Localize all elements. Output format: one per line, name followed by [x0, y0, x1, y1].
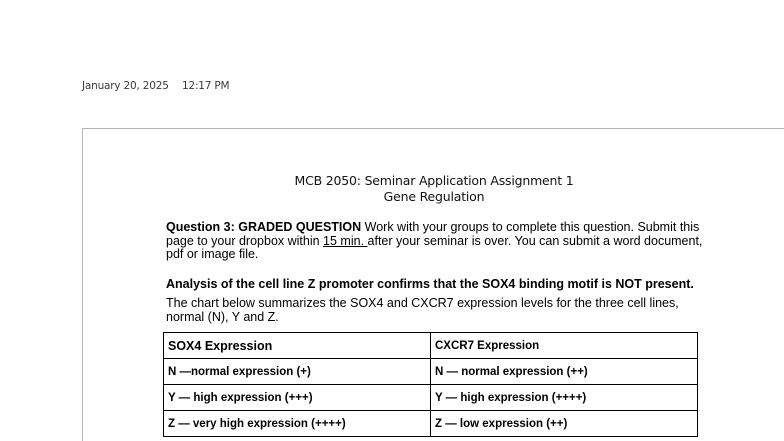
table-header-sox4: SOX4 Expression — [164, 333, 431, 359]
table-header-cxcr7: CXCR7 Expression — [431, 333, 698, 359]
question-label: Question 3: GRADED QUESTION — [166, 220, 362, 234]
expression-table — [163, 332, 698, 437]
question-deadline: 15 min. — [323, 233, 368, 248]
table-header-row — [164, 333, 698, 359]
question-text-2: after your seminar is over. You can submit a word document, pdf or image file. — [166, 233, 703, 261]
table-row — [164, 359, 698, 385]
table-cell: Y — high expression (++++) — [431, 385, 698, 411]
table-cell: Y — high expression (+++) — [164, 385, 431, 411]
document-subtitle: Gene Regulation — [383, 189, 485, 204]
question-paragraph — [166, 221, 706, 262]
table-cell: N — normal expression (++) — [431, 359, 698, 385]
chart-intro-text: The chart below summarizes the SOX4 and CXCR7 expression levels for the three cell lines, normal (N), Y and Z. — [166, 296, 679, 324]
table-row — [164, 385, 698, 411]
table-cell: N —normal expression (+) — [164, 359, 431, 385]
embedded-document-page[interactable] — [82, 128, 784, 441]
analysis-heading: Analysis of the cell line Z promoter confirms that the SOX4 binding motif is NOT present. — [166, 277, 694, 291]
note-date: January 20, 2025 — [82, 80, 169, 92]
table-cell: Z — low expression (++) — [431, 411, 698, 437]
question-text-1: Work with your groups to complete this question. Submit this page to your dropbox within — [166, 220, 700, 248]
table-row — [164, 411, 698, 437]
note-time: 12:17 PM — [182, 80, 230, 92]
document-title: MCB 2050: Seminar Application Assignment 1 — [294, 173, 574, 188]
table-cell: Z — very high expression (++++) — [164, 411, 431, 437]
